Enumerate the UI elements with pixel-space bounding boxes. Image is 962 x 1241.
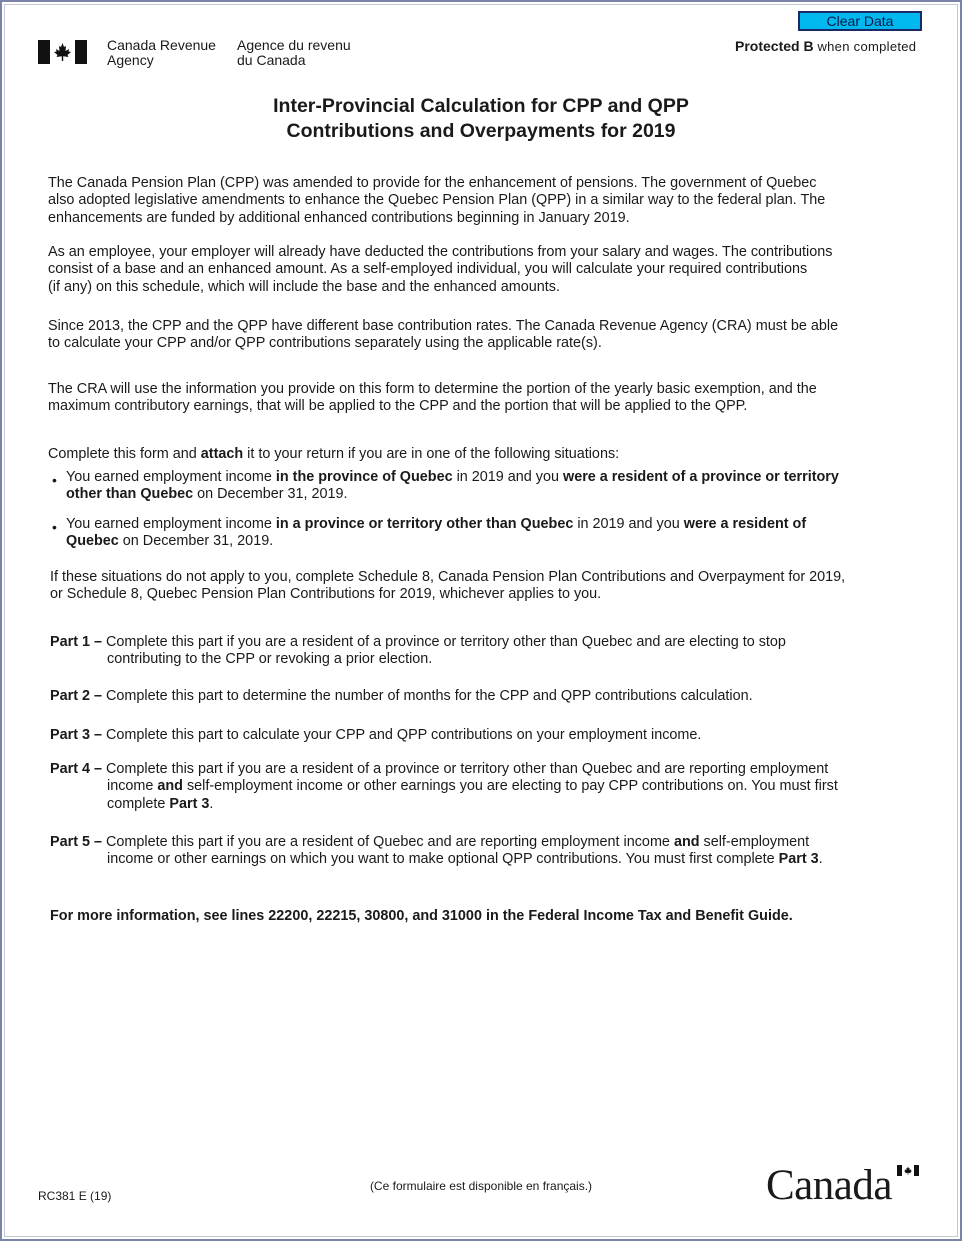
part-text: Complete this part to determine the number of months for the CPP and QPP contributions calculation. bbox=[102, 688, 753, 704]
bullet-dot-icon: • bbox=[52, 472, 57, 488]
agency-name-english bbox=[107, 38, 216, 68]
intro-p5-text: it to your return if you are in one of the following situations: bbox=[243, 446, 620, 462]
if-not-line: If these situations do not apply to you, complete Schedule 8, Canada Pension Plan Contributions and Overpayment for 2019, bbox=[50, 569, 846, 585]
part-bold: and bbox=[157, 778, 183, 795]
intro-paragraph-1 bbox=[48, 175, 918, 227]
part-text: Complete this part if you are a resident of a province or territory other than Quebec and are electing to stop bbox=[102, 634, 786, 650]
bullet-text: You earned employment income bbox=[66, 469, 276, 485]
part-text: . bbox=[209, 795, 214, 812]
intro-p5-bold: attach bbox=[200, 446, 244, 462]
intro-p1-line: also adopted legislative amendments to enhance the Quebec Pension Plan (QPP) in a similar way to the federal plan. The bbox=[48, 192, 826, 209]
intro-paragraph-5 bbox=[48, 446, 918, 463]
part-text: self-employment bbox=[699, 834, 810, 850]
agency-fr-line1: Agence du revenu bbox=[237, 37, 351, 53]
more-information-note: For more information, see lines 22200, 22215, 30800, and 31000 in the Federal Income Tax and Benefit Guide. bbox=[50, 908, 793, 924]
part-5-description bbox=[50, 834, 920, 869]
intro-paragraph-2 bbox=[48, 244, 918, 296]
protected-when-completed: when completed bbox=[817, 39, 917, 54]
part-bold: and bbox=[673, 834, 700, 850]
bullet-bold: in the province of Quebec bbox=[275, 469, 453, 485]
part-text: self-employment income or other earnings you are electing to pay CPP contributions on. You must first bbox=[182, 778, 838, 795]
bullet-text: You earned employment income bbox=[66, 516, 276, 532]
part-1-description bbox=[50, 634, 920, 669]
canada-wordmark: Canada bbox=[766, 1162, 892, 1209]
bullet-text: on December 31, 2019. bbox=[118, 533, 274, 550]
canada-flag-icon bbox=[38, 40, 87, 64]
bullet-bold: in a province or territory other than Quebec bbox=[275, 516, 574, 532]
part-bold: Part 3 bbox=[778, 851, 819, 868]
part-text: complete bbox=[107, 795, 170, 812]
protected-b-notice bbox=[735, 38, 916, 54]
intro-p5-text: Complete this form and bbox=[48, 446, 201, 462]
part-text: Complete this part if you are a resident of a province or territory other than Quebec and are reporting employment bbox=[102, 761, 829, 777]
intro-p3-line: to calculate your CPP and/or QPP contributions separately using the applicable rate(s). bbox=[48, 335, 602, 352]
form-title-line2: Contributions and Overpayments for 2019 bbox=[286, 120, 676, 142]
intro-paragraph-3 bbox=[48, 318, 918, 353]
intro-p4-line: maximum contributory earnings, that will be applied to the CPP and the portion that will be applied to the QPP. bbox=[48, 398, 748, 415]
intro-p1-line: enhancements are funded by additional enhanced contributions beginning in January 2019. bbox=[48, 209, 630, 226]
bullet-text: in 2019 and you bbox=[573, 516, 684, 532]
part-text: Complete this part if you are a resident of Quebec and are reporting employment income bbox=[102, 834, 674, 850]
part-text: Complete this part to calculate your CPP and QPP contributions on your employment income. bbox=[102, 727, 702, 743]
intro-paragraph-4 bbox=[48, 381, 918, 416]
intro-p2-line: consist of a base and an enhanced amount. As a self-employed individual, you will calculate your required contributions bbox=[48, 261, 808, 278]
wordmark-flag-icon bbox=[897, 1165, 919, 1176]
bullet-bold: Quebec bbox=[66, 533, 119, 550]
bullet-bold: were a resident of bbox=[683, 516, 807, 532]
intro-p1-line: The Canada Pension Plan (CPP) was amended to provide for the enhancement of pensions. The government of Quebec bbox=[48, 175, 817, 191]
part-text: contributing to the CPP or revoking a prior election. bbox=[107, 651, 433, 668]
protected-b-label: Protected B bbox=[735, 38, 814, 54]
part-text: income or other earnings on which you want to make optional QPP contributions. You must first complete bbox=[107, 851, 779, 868]
agency-name-french bbox=[237, 38, 351, 68]
form-title bbox=[0, 94, 962, 144]
part-3-description bbox=[50, 727, 920, 744]
if-not-applicable-paragraph bbox=[50, 569, 920, 604]
part-5-label: Part 5 – bbox=[50, 834, 102, 850]
part-4-label: Part 4 – bbox=[50, 761, 102, 777]
part-text: income bbox=[107, 778, 158, 795]
form-title-line1: Inter-Provincial Calculation for CPP and QPP bbox=[273, 95, 689, 117]
french-availability-note: (Ce formulaire est disponible en français.) bbox=[369, 1179, 593, 1193]
bullet-dot-icon: • bbox=[52, 519, 57, 535]
bullet-bold: were a resident of a province or territory bbox=[563, 469, 839, 485]
agency-fr-line2: du Canada bbox=[237, 52, 306, 68]
bullet-item-1 bbox=[66, 469, 926, 504]
part-bold: Part 3 bbox=[169, 795, 210, 812]
if-not-line: or Schedule 8, Quebec Pension Plan Contributions for 2019, whichever applies to you. bbox=[50, 586, 602, 603]
part-2-label: Part 2 – bbox=[50, 688, 102, 704]
part-text: . bbox=[818, 851, 823, 868]
intro-p3-line: Since 2013, the CPP and the QPP have different base contribution rates. The Canada Revenue Agency (CRA) must be able bbox=[48, 318, 839, 334]
bullet-text: in 2019 and you bbox=[452, 469, 563, 485]
intro-p4-line: The CRA will use the information you provide on this form to determine the portion of the yearly basic exemption, and the bbox=[48, 381, 817, 397]
intro-p2-line: As an employee, your employer will already have deducted the contributions from your salary and wages. The contributions bbox=[48, 244, 833, 260]
agency-en-line1: Canada Revenue bbox=[107, 37, 216, 53]
form-number: RC381 E (19) bbox=[38, 1189, 112, 1203]
intro-p2-line: (if any) on this schedule, which will include the base and the enhanced amounts. bbox=[48, 278, 560, 295]
part-2-description bbox=[50, 688, 920, 705]
bullet-text: on December 31, 2019. bbox=[193, 486, 348, 503]
agency-en-line2: Agency bbox=[107, 52, 154, 68]
bullet-item-2 bbox=[66, 516, 926, 551]
clear-data-button[interactable]: Clear Data bbox=[798, 11, 922, 31]
part-3-label: Part 3 – bbox=[50, 727, 102, 743]
part-1-label: Part 1 – bbox=[50, 634, 102, 650]
bullet-bold: other than Quebec bbox=[66, 486, 194, 503]
part-4-description bbox=[50, 761, 920, 813]
